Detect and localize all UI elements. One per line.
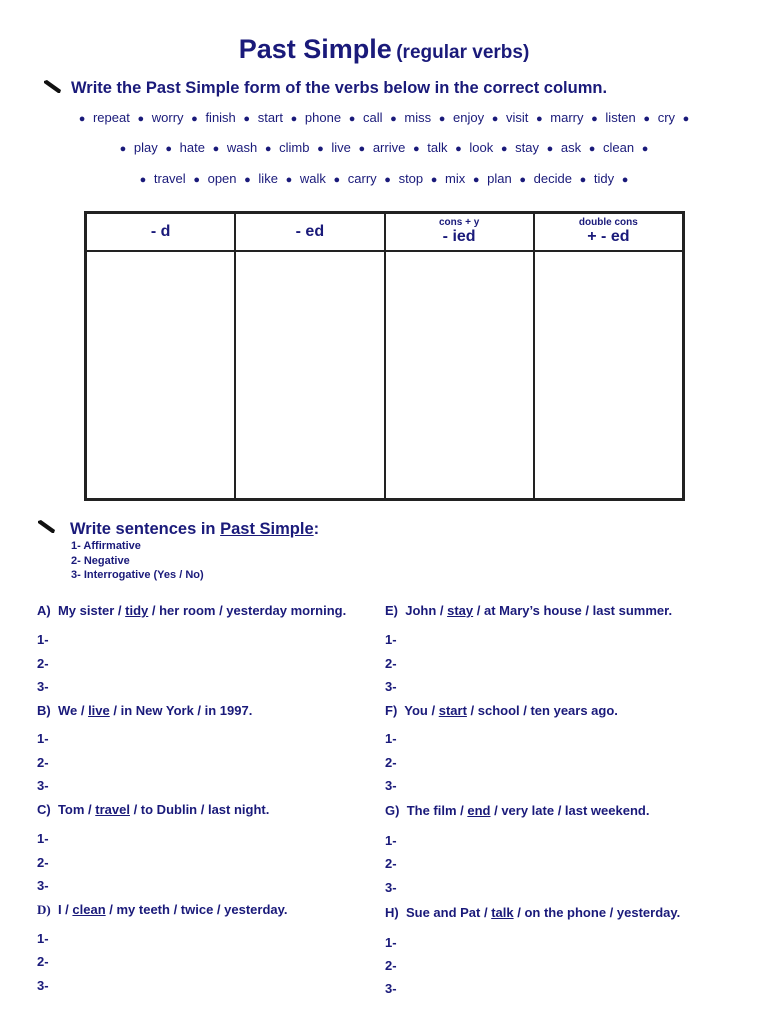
form-affirmative: 1- Affirmative: [71, 540, 141, 552]
exercise-label: H): [385, 905, 399, 920]
verb-word: call: [362, 110, 383, 125]
instruction-sentences: Write sentences in Past Simple:: [70, 520, 320, 538]
exercise-label: C): [37, 802, 51, 817]
verb-line-1: ● repeat ● worry ● finish ● start ● phone ● call ● miss ● enjoy ● visit ● marry ● listen ● cry ●: [78, 110, 690, 125]
answer-line-e-1[interactable]: 1-: [385, 632, 397, 647]
exercise-f: F) You / start / school / ten years ago.: [385, 703, 618, 718]
form-negative: 2- Negative: [71, 554, 130, 567]
answer-line-a-1[interactable]: 1-: [37, 632, 49, 647]
answer-line-b-3[interactable]: 3-: [37, 778, 49, 793]
verb-word: stop: [398, 171, 424, 186]
exercise-b: B) We / live / in New York / in 1997.: [37, 703, 253, 718]
verb-word: cry: [657, 110, 676, 125]
pencil-icon: [37, 520, 57, 534]
verb-word: plan: [487, 171, 512, 186]
verb-word: hate: [179, 140, 205, 155]
exercise-label: E): [385, 603, 398, 618]
verb-word: repeat: [92, 110, 130, 125]
title-sub: (regular verbs): [396, 42, 530, 63]
column-header-ied: cons + y - ied: [385, 213, 534, 251]
verb-word: worry: [151, 110, 184, 125]
answer-line-f-1[interactable]: 1-: [385, 731, 397, 746]
verb-word: wash: [226, 140, 258, 155]
exercise-c: C) Tom / travel / to Dublin / last night.: [37, 802, 270, 817]
answer-cell-double-cons[interactable]: [534, 251, 683, 499]
verb-word: play: [133, 140, 158, 155]
exercise-label: G): [385, 803, 400, 818]
verb-word: walk: [299, 171, 326, 186]
verb-columns-table: [84, 211, 685, 501]
verb-word: miss: [404, 110, 432, 125]
exercise-verb: clean: [72, 902, 106, 917]
verb-word: tidy: [593, 171, 615, 186]
verb-word: decide: [533, 171, 572, 186]
exercise-verb: talk: [491, 905, 514, 920]
verb-word: ask: [560, 140, 582, 155]
answer-line-c-2[interactable]: 2-: [37, 855, 49, 870]
answer-line-g-1[interactable]: 1-: [385, 833, 397, 848]
exercise-label: F): [385, 703, 398, 718]
verb-word: talk: [427, 140, 448, 155]
verb-word: phone: [304, 110, 342, 125]
exercise-g: G) The film / end / very late / last weekend.: [385, 803, 650, 818]
title-main: Past Simple: [238, 34, 392, 64]
answer-line-b-1[interactable]: 1-: [37, 731, 49, 746]
exercise-h: H) Sue and Pat / talk / on the phone / yesterday.: [385, 905, 681, 920]
exercise-label: A): [37, 603, 51, 618]
verb-word: visit: [506, 110, 529, 125]
form-interrogative: 3- Interrogative (Yes / No): [71, 569, 204, 581]
exercise-d: D) I / clean / my teeth / twice / yesterday.: [37, 902, 288, 917]
verb-line-2: ● play ● hate ● wash ● climb ● live ● arrive ● talk ● look ● stay ● ask ● clean ●: [119, 140, 649, 155]
verb-word: mix: [445, 171, 466, 186]
exercise-e: E) John / stay / at Mary’s house / last summer.: [385, 603, 673, 618]
answer-line-h-1[interactable]: 1-: [385, 935, 397, 950]
past-simple-link: Past Simple: [220, 520, 314, 538]
verb-word: marry: [550, 110, 584, 125]
exercise-verb: tidy: [125, 603, 149, 618]
answer-cell-ied[interactable]: [385, 251, 534, 499]
verb-line-3: ● travel ● open ● like ● walk ● carry ● stop ● mix ● plan ● decide ● tidy ●: [139, 171, 629, 186]
column-header-d: - d: [86, 213, 235, 251]
verb-word: carry: [347, 171, 377, 186]
answer-cell-d[interactable]: [86, 251, 235, 499]
instruction-verbs: Write the Past Simple form of the verbs below in the correct column.: [71, 79, 608, 97]
verb-word: travel: [153, 171, 186, 186]
verb-word: stay: [515, 140, 539, 155]
verb-word: arrive: [372, 140, 406, 155]
verb-word: climb: [279, 140, 310, 155]
answer-line-g-3[interactable]: 3-: [385, 880, 397, 895]
column-header-ed: - ed: [235, 213, 384, 251]
verb-word: enjoy: [453, 110, 485, 125]
answer-line-e-2[interactable]: 2-: [385, 656, 397, 671]
forms-list: [71, 539, 204, 583]
answer-line-b-2[interactable]: 2-: [37, 755, 49, 770]
pencil-icon: [43, 80, 63, 94]
answer-line-c-1[interactable]: 1-: [37, 831, 49, 846]
exercise-a: A) My sister / tidy / her room / yesterday morning.: [37, 603, 347, 618]
answer-cell-ed[interactable]: [235, 251, 384, 499]
column-header-double-cons: double cons + - ed: [534, 213, 683, 251]
verb-word: clean: [603, 140, 635, 155]
answer-line-g-2[interactable]: 2-: [385, 856, 397, 871]
exercise-verb: stay: [447, 603, 474, 618]
verb-word: live: [331, 140, 351, 155]
exercise-verb: end: [467, 803, 491, 818]
answer-line-d-1[interactable]: 1-: [37, 931, 49, 946]
exercise-label: D): [37, 902, 51, 917]
answer-line-h-3[interactable]: 3-: [385, 981, 397, 996]
exercise-verb: live: [88, 703, 110, 718]
verb-word: open: [207, 171, 237, 186]
page-title: [0, 34, 768, 65]
verb-word: listen: [605, 110, 636, 125]
answer-line-a-3[interactable]: 3-: [37, 679, 49, 694]
exercise-label: B): [37, 703, 51, 718]
answer-line-d-2[interactable]: 2-: [37, 954, 49, 969]
exercise-verb: travel: [95, 802, 130, 817]
answer-line-a-2[interactable]: 2-: [37, 656, 49, 671]
answer-line-f-3[interactable]: 3-: [385, 778, 397, 793]
answer-line-h-2[interactable]: 2-: [385, 958, 397, 973]
answer-line-f-2[interactable]: 2-: [385, 755, 397, 770]
verb-word: like: [258, 171, 278, 186]
verb-word: start: [257, 110, 283, 125]
answer-line-e-3[interactable]: 3-: [385, 679, 397, 694]
answer-line-d-3[interactable]: 3-: [37, 978, 49, 993]
exercise-verb: start: [438, 703, 467, 718]
verb-word: look: [469, 140, 494, 155]
verb-word: finish: [205, 110, 236, 125]
answer-line-c-3[interactable]: 3-: [37, 878, 49, 893]
